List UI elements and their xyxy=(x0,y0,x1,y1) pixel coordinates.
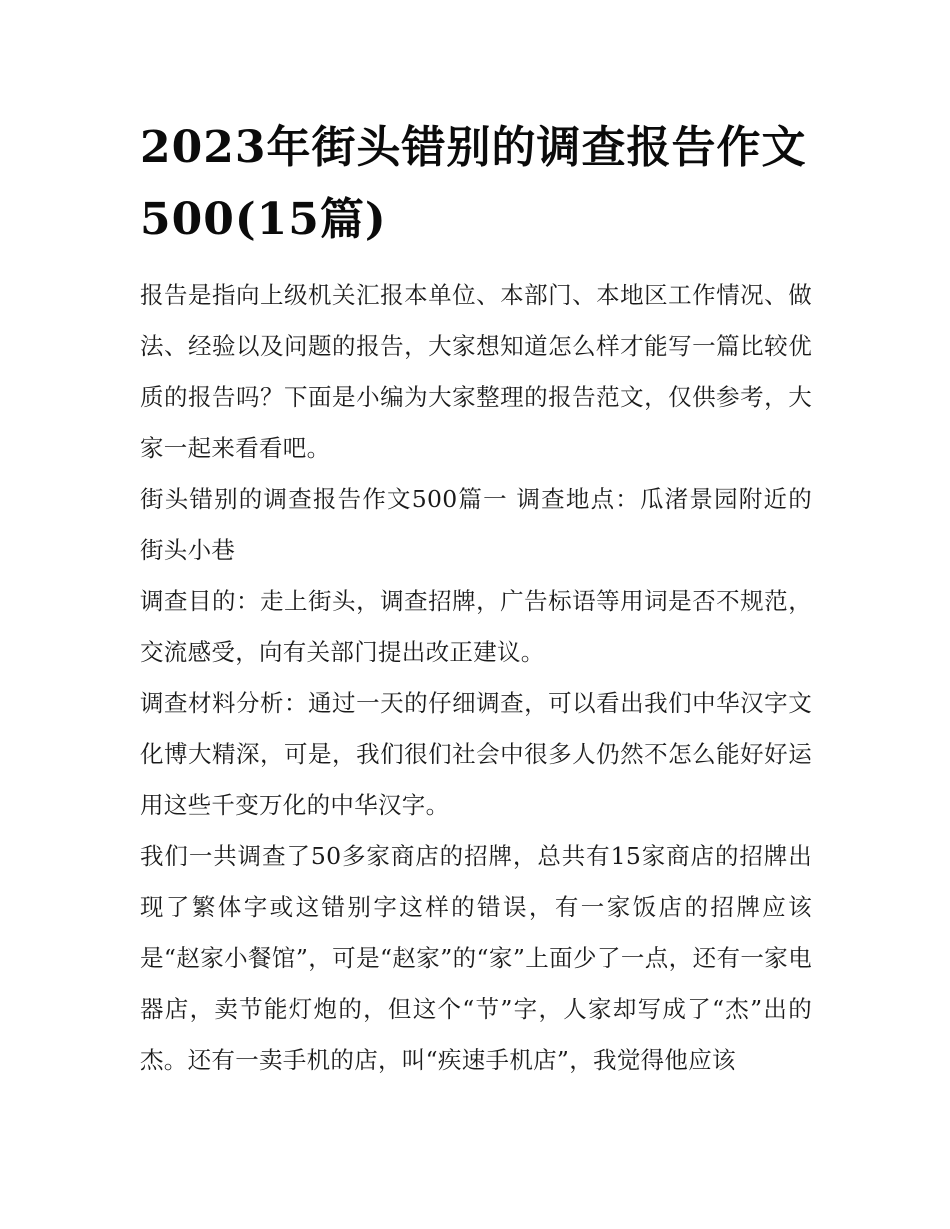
intro-paragraph: 报告是指向上级机关汇报本单位、本部门、本地区工作情况、做法、经验以及问题的报告，大家想知道怎么样才能写一篇比较优质的报告吗？下面是小编为大家整理的报告范文，仅供参考，大家一起来看看吧。 xyxy=(140,281,812,462)
survey-location-paragraph: 街头错别的调查报告作文500篇一 调查地点：瓜渚景园附近的街头小巷 xyxy=(140,485,812,564)
document-body xyxy=(140,112,812,1086)
survey-purpose-paragraph: 调查目的：走上街头，调查招牌，广告标语等用词是否不规范，交流感受，向有关部门提出改正建议。 xyxy=(140,587,812,666)
survey-analysis-paragraph: 调查材料分析：通过一天的仔细调查，可以看出我们中华汉字文化博大精深，可是，我们很们社会中很多人仍然不怎么能好好运用这些千变万化的中华汉字。 xyxy=(140,689,812,819)
document-title: 2023年街头错别的调查报告作文500(15篇) xyxy=(140,122,807,245)
survey-findings-paragraph: 我们一共调查了50多家商店的招牌，总共有15家商店的招牌出现了繁体字或这错别字这样的错误，有一家饭店的招牌应该是“赵家小餐馆”，可是“赵家”的“家”上面少了一点，还有一家电器店，卖节能灯炮的，但这个“节”字，人家却写成了“杰”出的杰。还有一卖手机的店，叫“疾速手机店”，我觉得他应该 xyxy=(140,842,812,1074)
